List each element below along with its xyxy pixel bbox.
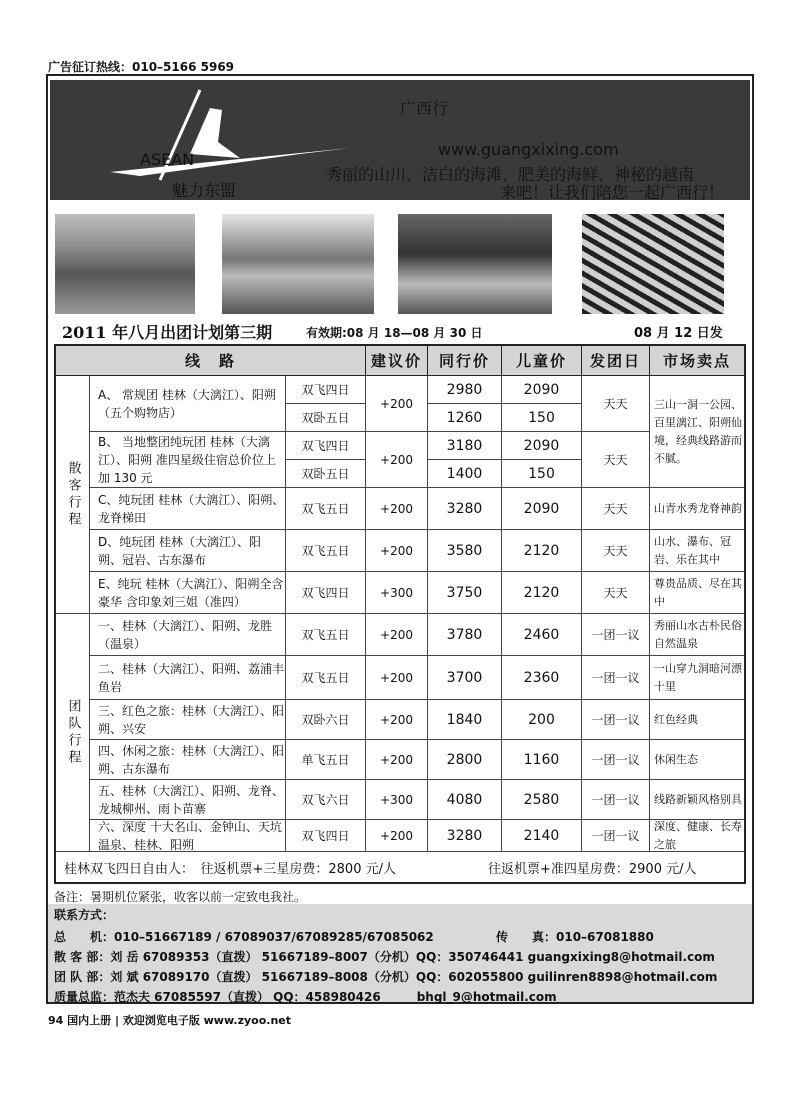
route-option: 双飞五日: [286, 530, 366, 572]
route-option: 双飞六日: [286, 780, 366, 820]
departure-day: 天天: [582, 376, 650, 432]
selling-point: 山青水秀龙脊神韵: [650, 488, 744, 530]
child-price: 150: [502, 460, 582, 488]
free-traveler-3star: 桂林双飞四日自由人： 往返机票+三星房费：2800 元/人: [64, 861, 396, 877]
route-option: 单飞五日: [286, 740, 366, 780]
selling-point: 山水、瀑布、冠岩、乐在其中: [650, 530, 744, 572]
banner-title: 广西行: [400, 99, 449, 118]
route-name: B、 当地整团纯玩团 桂林（大漓江）、阳朔 准四星级住宿总价位上加 130 元: [90, 432, 286, 488]
photo-li-river-fisherman: [222, 214, 374, 314]
price-table: [54, 344, 746, 884]
departure-day: 一团一议: [582, 780, 650, 820]
child-price: 2120: [502, 530, 582, 572]
banner-url: www.guangxixing.com: [438, 140, 619, 159]
quality-supervisor: 质量总监：范杰夫 67085597（直拨） QQ：458980426 bhgl_9@hotmail.com: [54, 990, 557, 1004]
route-name: E、纯玩 桂林（大漓江）、阳朔全含 豪华 含印象刘三姐（准四）: [90, 572, 286, 614]
header-route: 线 路: [56, 346, 366, 376]
peer-price: 1840: [428, 700, 502, 740]
departure-day: 一团一议: [582, 820, 650, 852]
selling-point: 三山一洞一公园、百里漓江、阳朔仙境，经典线路游而不腻。: [650, 376, 744, 488]
main-line: 总 机：010–51667189 / 67089037/67089285/67085062: [54, 930, 434, 944]
suggested-price: +200: [366, 530, 428, 572]
plan-issue-date: 08 月 12 日发: [634, 326, 723, 341]
route-option: 双飞四日: [286, 432, 366, 460]
suggested-price: +300: [366, 780, 428, 820]
brand-subtitle: 魅力东盟: [172, 181, 237, 200]
category-scattered: 散客行程: [56, 376, 90, 614]
child-price: 2460: [502, 614, 582, 656]
photo-bamboo-raft: [398, 214, 552, 314]
peer-price: 4080: [428, 780, 502, 820]
route-option: 双飞四日: [286, 376, 366, 404]
contact-title: 联系方式：: [54, 908, 115, 922]
group-dept: 团 队 部：刘 斌 67089170（直拨） 51667189–8008（分机）QQ：602055800 guilinren8898@hotmail.com: [54, 970, 718, 984]
route-option: 双卧六日: [286, 700, 366, 740]
peer-price: 3580: [428, 530, 502, 572]
peer-price: 3280: [428, 488, 502, 530]
child-price: 2090: [502, 488, 582, 530]
suggested-price: +200: [366, 820, 428, 852]
child-price: 150: [502, 404, 582, 432]
child-price: 2090: [502, 376, 582, 404]
remark: 备注：暑期机位紧张，收客以前一定致电我社。: [54, 890, 307, 904]
departure-day: 一团一议: [582, 700, 650, 740]
departure-day: 一团一议: [582, 614, 650, 656]
scattered-dept: 散 客 部：刘 岳 67089353（直拨） 51667189–8007（分机）QQ：350746441 guangxixing8@hotmail.com: [54, 950, 715, 964]
departure-day: 天天: [582, 432, 650, 488]
contact-box: [48, 904, 752, 1002]
header-selling: 市场卖点: [650, 346, 744, 376]
route-option: 双卧五日: [286, 460, 366, 488]
route-option: 双飞五日: [286, 656, 366, 700]
free-traveler-row: [56, 852, 744, 882]
fax: 传 真：010–67081880: [496, 930, 654, 944]
child-price: 2090: [502, 432, 582, 460]
child-price: 2120: [502, 572, 582, 614]
route-option: 双飞五日: [286, 488, 366, 530]
route-name: D、纯玩团 桂林（大漓江）、阳朔、冠岩、古东瀑布: [90, 530, 286, 572]
suggested-price: +200: [366, 376, 428, 432]
peer-price: 3750: [428, 572, 502, 614]
child-price: 1160: [502, 740, 582, 780]
selling-point: 尊贵品质、尽在其中: [650, 572, 744, 614]
banner-slogan: 秀丽的山川、洁白的海滩、肥美的海鲜、神秘的越南: [326, 165, 695, 184]
photo-elephant-trunk-hill: [55, 214, 195, 314]
route-name: A、 常规团 桂林（大漓江）、阳朔 （五个购物店）: [90, 376, 286, 432]
route-name: 四、休闲之旅：桂林（大漓江）、阳朔、古东瀑布: [90, 740, 286, 780]
route-option: 双飞四日: [286, 820, 366, 852]
suggested-price: +200: [366, 488, 428, 530]
photo-rice-terraces: [582, 214, 724, 314]
route-name: 一、桂林（大漓江）、阳朔、龙胜（温泉）: [90, 614, 286, 656]
suggested-price: +200: [366, 656, 428, 700]
page-footer: 94 国内上册 | 欢迎浏览电子版 www.zyoo.net: [48, 1014, 292, 1027]
child-price: 2140: [502, 820, 582, 852]
peer-price: 3780: [428, 614, 502, 656]
suggested-price: +200: [366, 700, 428, 740]
selling-point: 休闲生态: [650, 740, 744, 780]
child-price: 2360: [502, 656, 582, 700]
header-departure: 发团日: [582, 346, 650, 376]
selling-point: 线路新颖风格别具: [650, 780, 744, 820]
header-peer: 同行价: [428, 346, 502, 376]
route-name: 六、深度 十大名山、金钟山、天坑温泉、桂林、阳朔: [90, 820, 286, 852]
departure-day: 天天: [582, 530, 650, 572]
free-traveler-4star: 往返机票+准四星房费：2900 元/人: [488, 861, 697, 877]
suggested-price: +200: [366, 614, 428, 656]
peer-price: 3280: [428, 820, 502, 852]
departure-day: 一团一议: [582, 740, 650, 780]
selling-point: 深度、健康、长寿之旅: [650, 820, 744, 852]
selling-point: 红色经典: [650, 700, 744, 740]
route-option: 双卧五日: [286, 404, 366, 432]
peer-price: 2980: [428, 376, 502, 404]
departure-day: 天天: [582, 572, 650, 614]
peer-price: 2800: [428, 740, 502, 780]
route-name: 二、桂林（大漓江）、阳朔、荔浦丰鱼岩: [90, 656, 286, 700]
route-option: 双飞四日: [286, 572, 366, 614]
header-price: 建议价: [366, 346, 428, 376]
plan-validity: 有效期:08 月 18—08 月 30 日: [306, 326, 483, 340]
selling-point: 秀丽山水古朴民俗自然温泉: [650, 614, 744, 656]
brand-logo: ASEAN: [140, 150, 195, 169]
header-child: 儿童价: [502, 346, 582, 376]
route-option: 双飞五日: [286, 614, 366, 656]
peer-price: 3700: [428, 656, 502, 700]
route-name: C、纯玩团 桂林（大漓江）、阳朔、龙脊梯田: [90, 488, 286, 530]
ad-hotline: 广告征订热线：010–5166 5969: [48, 60, 235, 74]
route-name: 三、红色之旅：桂林（大漓江）、阳朔、兴安: [90, 700, 286, 740]
peer-price: 1400: [428, 460, 502, 488]
suggested-price: +200: [366, 740, 428, 780]
peer-price: 3180: [428, 432, 502, 460]
suggested-price: +300: [366, 572, 428, 614]
banner-slogan-2: 来吧！让我们陪您一起广西行！: [500, 183, 725, 202]
category-group: 团队行程: [56, 614, 90, 852]
suggested-price: +200: [366, 432, 428, 488]
route-name: 五、桂林（大漓江）、阳朔、龙脊、龙城柳州、雨卜苗寨: [90, 780, 286, 820]
child-price: 2580: [502, 780, 582, 820]
departure-day: 天天: [582, 488, 650, 530]
selling-point: 一山穿九洞暗河漂十里: [650, 656, 744, 700]
child-price: 200: [502, 700, 582, 740]
peer-price: 1260: [428, 404, 502, 432]
departure-day: 一团一议: [582, 656, 650, 700]
plan-title: 2011 年八月出团计划第三期: [62, 323, 273, 342]
